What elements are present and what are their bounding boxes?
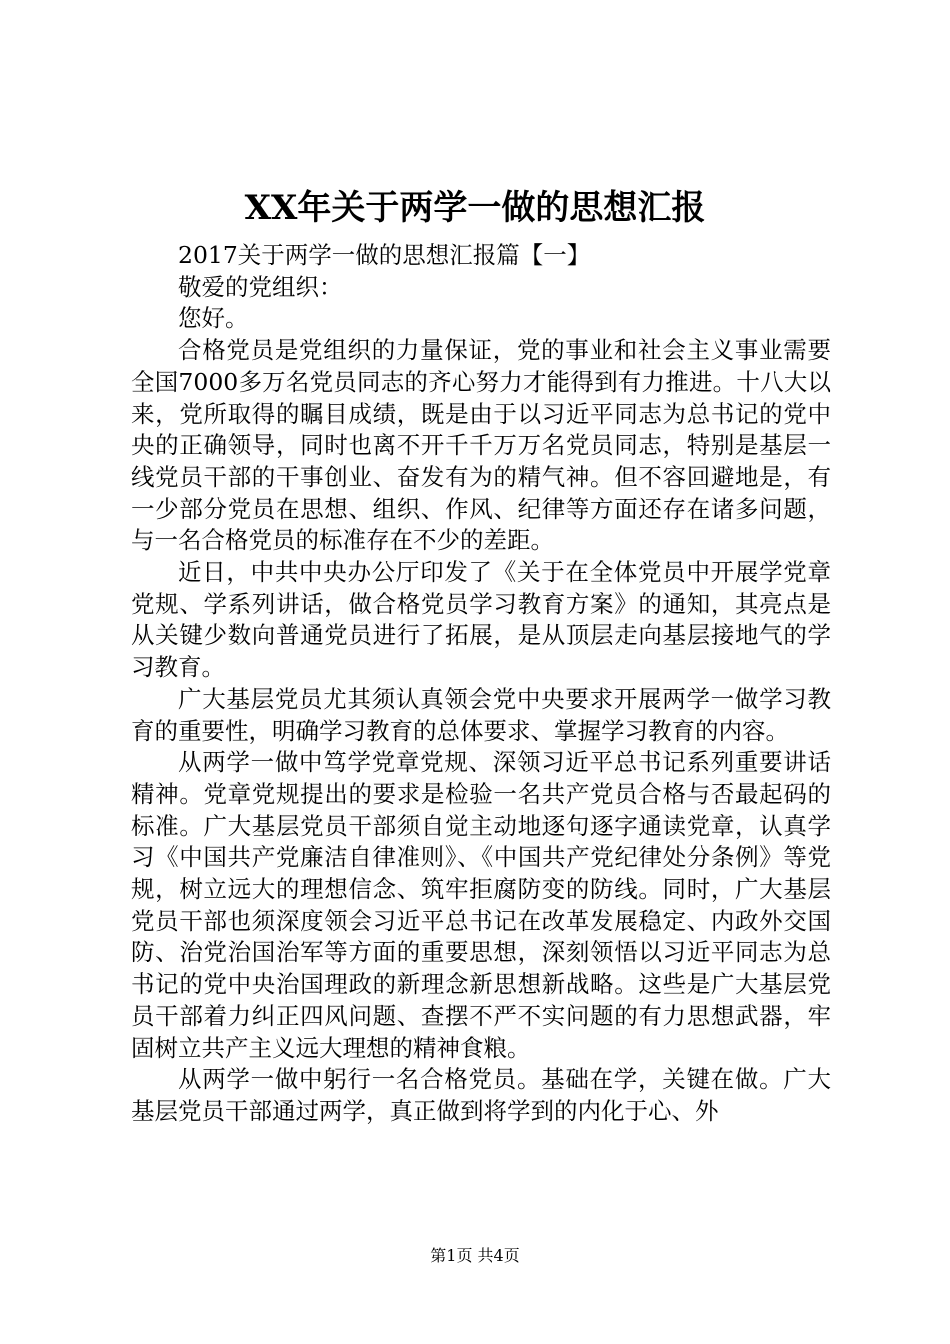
paragraph: 从两学一做中笃学党章党规、深领习近平总书记系列重要讲话精神。党章党规提出的要求是检验一名共产党员合格与否最起码的标准。广大基层党员干部须自觉主动地逐句逐字通读党章，认真学习《中国共产党廉洁自律准则》、《中国共产党纪律处分条例》等党规，树立远大的理想信念、筑牢拒腐防变的防线。同时，广大基层党员干部也须深度领会习近平总书记在改革发展稳定、内政外交国防、治党治国治军等方面的重要思想，深刻领悟以习近平同志为总书记的党中央治国理政的新理念新思想新战略。这些是广大基层党员干部着力纠正四风问题、查摆不严不实问题的有力思想武器，牢固树立共产主义远大理想的精神食粮。 — [131, 748, 831, 1062]
paragraph-salutation: 敬爱的党组织： — [178, 272, 343, 301]
paragraph: 广大基层党员尤其须认真领会党中央要求开展两学一做学习教育的重要性，明确学习教育的总体要求、掌握学习教育的内容。 — [131, 684, 831, 745]
document-title: XX年关于两学一做的思想汇报 — [244, 188, 706, 228]
paragraph-heading: 2017关于两学一做的思想汇报篇【一】 — [178, 241, 591, 269]
paragraph-greeting: 您好。 — [178, 304, 249, 333]
paragraph: 从两学一做中躬行一名合格党员。基础在学，关键在做。广大基层党员干部通过两学，真正做到将学到的内化于心、外 — [131, 1065, 831, 1125]
document-body — [131, 240, 831, 1128]
paragraph: 合格党员是党组织的力量保证，党的事业和社会主义事业需要全国7000多万名党员同志的齐心努力才能得到有力推进。十八大以来，党所取得的瞩目成绩，既是由于以习近平同志为总书记的党中央的正确领导，同时也离不开千千万万名党员同志，特别是基层一线党员干部的干事创业、奋发有为的精气神。但不容回避地是，有一少部分党员在思想、组织、作风、纪律等方面还存在诸多问题，与一名合格党员的标准存在不少的差距。 — [131, 336, 831, 555]
paragraph: 近日，中共中央办公厅印发了《关于在全体党员中开展学党章党规、学系列讲话，做合格党员学习教育方案》的通知，其亮点是从关键少数向普通党员进行了拓展，是从顶层走向基层接地气的学习教育。 — [131, 558, 831, 682]
page-number-footer: 第1页 共4页 — [430, 1246, 520, 1265]
